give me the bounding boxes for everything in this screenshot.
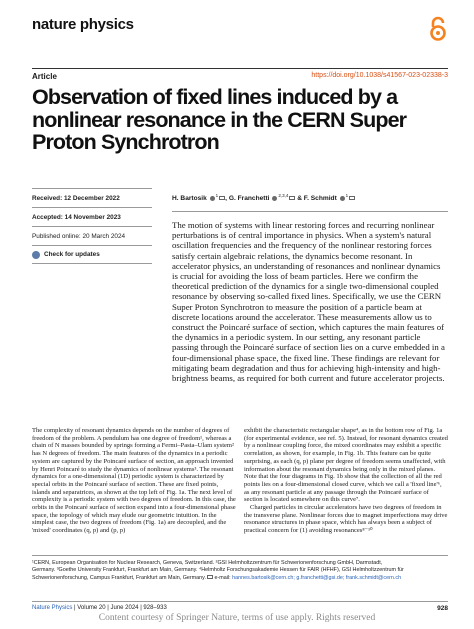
affiliation-line: [32, 575, 448, 582]
author-name[interactable]: , G. Franchetti: [225, 195, 270, 203]
mail-icon[interactable]: [349, 196, 355, 200]
footer-volume: | Volume 20 | June 2024 | 928–933: [72, 605, 167, 611]
footnote-divider: [32, 555, 448, 556]
affiliation-ref: 1: [345, 193, 349, 198]
orcid-icon[interactable]: [210, 196, 215, 201]
affiliations: [32, 560, 448, 582]
doi-link[interactable]: https://doi.org/10.1038/s41567-023-02338-3: [311, 72, 448, 79]
affiliation-ref: 2,3,4: [278, 193, 289, 198]
check-updates-icon: [32, 251, 40, 259]
article-dates: [32, 188, 152, 264]
published-date: Published online: 20 March 2024: [32, 226, 152, 245]
body-paragraph: exhibit the characteristic rectangular shape⁴, as in the bottom row of Fig. 1a (for experimental evidence, see ref. 5). Instead, for resonant dynamics created by a nonlinear coupling force, the mixed coordinates may exhibit a specific correlation, as shown, for example, in Fig. 1b. This feature can be quite surprising, as each (q, p) plane per degree of freedom seems unaffected, with information about the resonant dynamics being only in the mixed planes. Note that the four diagrams in Fig. 1b show that the collection of all the red points lies on a four-dimensional closed curve, which we call a 'fixed line'⁶, as any resonant particle at any passage through the Poincaré surface of section is located somewhere on this curve⁷.: [244, 427, 448, 504]
footer-citation: [32, 605, 167, 611]
abstract-text: The motion of systems with linear restoring forces and recurring nonlinear perturbations is of central importance in physics. When a system's natural oscillation frequencies and the frequency of the nonlinear restoring forces satisfy certain algebraic relations, the dynamics become resonant. In accelerator physics, an understanding of resonances and nonlinear dynamics is crucial for avoiding the loss of beam particles. Here we confirm the theoretical prediction of the dynamics for a single two-dimensional coupled resonance by observing so-called fixed lines. Specifically, we use the CERN Super Proton Synchrotron to measure the position of a particle beam at discrete locations around the accelerator. These measurements allow us to construct the Poincaré surface of section, which captures the main features of the dynamics in a periodic system. In our setting, any resonant particle passing through the Poincaré surface of section lies on a curve embedded in a four-dimensional phase space, the fixed line. These findings are relevant for mitigating beam degradation and thus for achieving high-intensity and high-brightness beams, as required for both current and future accelerator projects.: [172, 220, 445, 384]
body-column-right: [244, 427, 448, 535]
affiliation-line: Germany. ³Goethe University Frankfurt, Frankfurt am Main, Germany. ⁴Helmholtz Forschungsakademie Hessen für FAIR (HFHF), GSI Helmholtzzentrum für: [32, 567, 404, 574]
orcid-icon[interactable]: [340, 196, 345, 201]
accepted-date: Accepted: 14 November 2023: [32, 207, 152, 226]
header-rule: [32, 68, 448, 69]
open-access-icon: [428, 16, 448, 42]
affiliation-ref: 1: [215, 193, 219, 198]
page-number: 928: [437, 605, 448, 612]
email-label: e-mail:: [212, 574, 233, 581]
received-date: Received: 12 December 2022: [32, 188, 152, 207]
body-paragraph: The complexity of resonant dynamics depends on the number of degrees of freedom of the problem. A pendulum has one degree of freedom¹, whereas a chain of N masses bounded by springs forming a Fermi–Pasta–Ulam system² has N degrees of freedom. The main features of the dynamics in a periodic system are captured by the Poincaré surface of section, an approach invented by Henri Poincaré to study the dynamics of nonlinear systems³. The resonant dynamics for a one-dimensional (1D) periodic system is characterized by special orbits in the Poincaré surface of section. These are fixed points, islands and separatrices, as shown at the top left of Fig. 1a. The next level of complexity is a periodic system with two degrees of freedom. In this case, the orbits in the Poincaré surface of section expand into a four-dimensional phase space, the topology of which may elude our geometric intuition. In the simplest case, the two degrees of freedom (Fig. 1a) are decoupled, and the 'mixed' coordinates (q, p) and (p, p): [32, 427, 236, 535]
watermark: Content courtesy of Springer Nature, terms of use apply. Rights reserved: [98, 613, 376, 623]
affiliation-line: ¹CERN, European Organisation for Nuclear Research, Geneva, Switzerland. ²GSI Helmholtzzentrum für Schwerionenforschung GmbH, Darmstadt,: [32, 560, 383, 566]
article-title: Observation of fixed lines induced by a nonlinear resonance in the CERN Super Proton Synchrotron: [32, 85, 407, 154]
author-name[interactable]: & F. Schmidt: [295, 195, 337, 203]
body-paragraph: Charged particles in circular accelerators have two degrees of freedom in the transverse plane. Nonlinear forces due to magnet imperfections may drive resonance structures in phase space, which has always been a subject of practical concern for (1) avoiding resonances⁸⁻¹⁰: [244, 504, 448, 535]
check-updates-button[interactable]: [32, 245, 152, 264]
author-divider: [172, 211, 448, 212]
orcid-icon[interactable]: [272, 196, 277, 201]
footer-divider: [32, 601, 448, 602]
body-column-left: [32, 427, 236, 535]
author-name[interactable]: H. Bartosik: [172, 195, 207, 203]
affiliation-text: Schwerionenforschung, Campus Frankfurt, Frankfurt am Main, Germany.: [32, 574, 206, 581]
author-list: [172, 193, 355, 202]
article-type: Article: [32, 72, 57, 81]
journal-name: nature physics: [32, 16, 134, 33]
check-updates-label: Check for updates: [44, 251, 100, 258]
footer-journal-link[interactable]: Nature Physics: [32, 605, 73, 611]
email-links[interactable]: hannes.bartosik@cern.ch; g.franchetti@gsi.de; frank.schmidt@cern.ch: [232, 574, 402, 581]
abstract: [172, 220, 448, 383]
